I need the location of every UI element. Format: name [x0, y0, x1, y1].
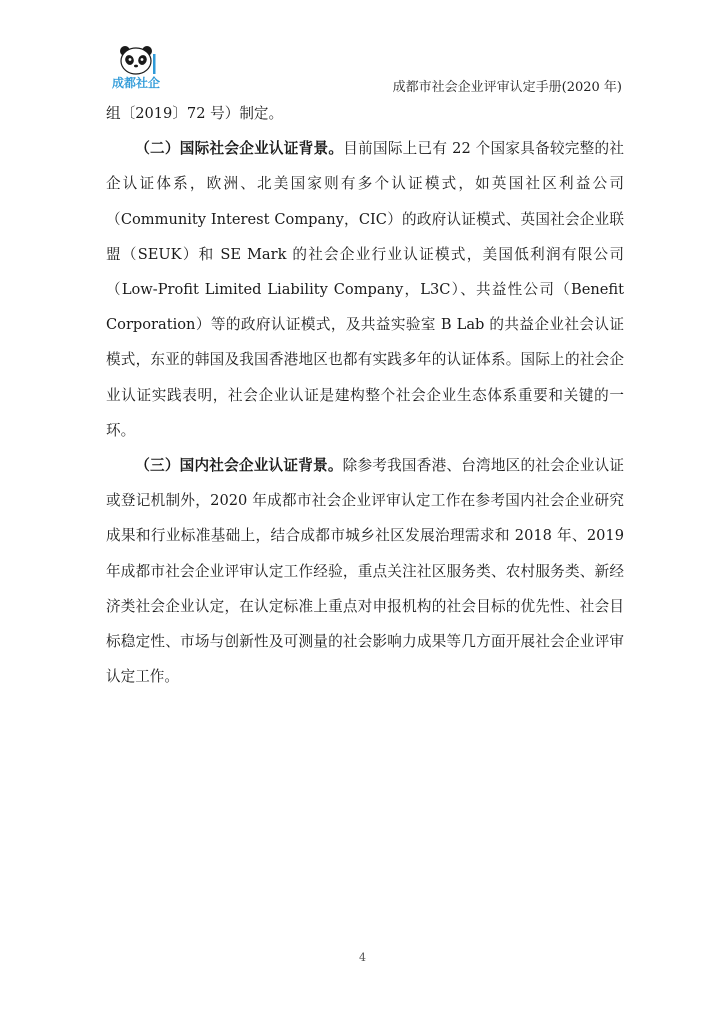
paragraph-text: 组〔2019〕72 号）制定。 [106, 105, 284, 122]
paragraph-text: 除参考我国香港、台湾地区的社会企业认证或登记机制外，2020 年成都市社会企业评审认定工作在参考国内社会企业研究成果和行业标准基础上，结合成都市城乡社区发展治理需求和 2018 年、2019 年成都市社会企业评审认定工作经验，重点关注社区服务类、农村服务类、新经济类社会企业认定，在认定标准上重点对申报机构的社会目标的优先性、社会目标稳定性、市场与创新性及可测量的社会影响力成果等几方面开展社会企业评审认定工作。 [106, 457, 624, 686]
logo-text: 成都社企 [111, 76, 160, 90]
paragraph-international-background [106, 131, 624, 448]
document-header-title: 成都市社会企业评审认定手册(2020 年) [392, 80, 622, 95]
section-heading: （三）国内社会企业认证背景。 [135, 457, 343, 475]
panda-icon [106, 44, 166, 78]
paragraph-continuation [106, 96, 624, 131]
paragraph-domestic-background [106, 448, 624, 694]
paragraph-text: 目前国际上已有 22 个国家具备较完整的社企认证体系，欧洲、北美国家则有多个认证模式，如英国社区利益公司（Community Interest Company，CIC）的政府认证模式、英国社会企业联盟（SEUK）和 SE Mark 的社会企业行业认证模式，美国低利润有限公司（Low-Profit Limited Liability Company，L3C）、共益性公司（Benefit Corporation）等的政府认证模式，及共益实验室 B Lab 的共益企业社会认证模式，东亚的韩国及我国香港地区也都有实践多年的认证体系。国际上的社会企业认证实践表明，社会企业认证是建构整个社会企业生态体系重要和关键的一环。 [106, 140, 624, 439]
page-number: 4 [359, 951, 366, 964]
chengdu-social-enterprise-logo [106, 44, 166, 94]
document-body [106, 96, 624, 694]
section-heading: （二）国际社会企业认证背景。 [135, 140, 344, 158]
